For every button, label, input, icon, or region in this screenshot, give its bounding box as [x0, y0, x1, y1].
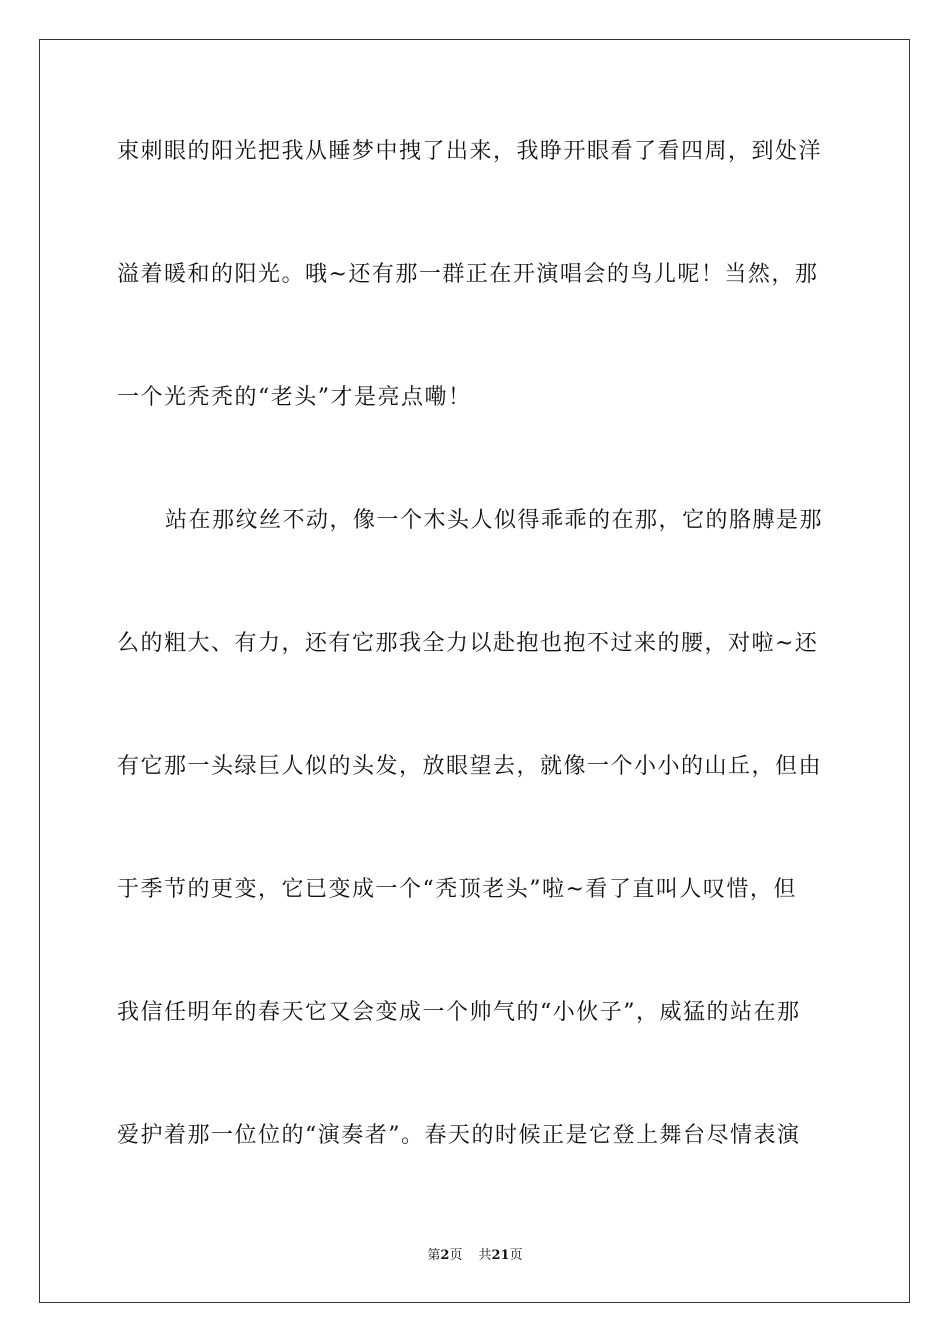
body-line-1: 束刺眼的阳光把我从睡梦中拽了出来，我睁开眼看了看四周，到处洋 [117, 139, 823, 164]
total-pages: 21 [491, 1248, 510, 1263]
body-line-8: 我信任明年的春天它又会变成一个帅气的“小伙子”，威猛的站在那 [117, 1000, 801, 1025]
total-prefix: 共 [478, 1248, 492, 1263]
body-line-3: 一个光秃秃的“老头”才是亮点嘞！ [117, 385, 472, 410]
body-line-2: 溢着暖和的阳光。哦~还有那一群正在开演唱会的鸟儿呢！当然，那 [117, 262, 819, 287]
total-suffix: 页 [509, 1248, 523, 1263]
page-number: 2 [440, 1248, 450, 1263]
body-line-7: 于季节的更变，它已变成一个“秃顶老头”啦~看了直叫人叹惜，但 [117, 877, 797, 902]
page-prefix: 第 [427, 1248, 441, 1263]
body-line-4: 站在那纹丝不动，像一个木头人似得乖乖的在那，它的胳膊是那 [165, 508, 824, 533]
body-line-6: 有它那一头绿巨人似的头发，放眼望去，就像一个小小的山丘，但由 [117, 754, 823, 779]
page-footer [0, 1247, 950, 1265]
page-suffix: 页 [449, 1248, 463, 1263]
body-line-5: 么的粗大、有力，还有它那我全力以赴抱也抱不过来的腰，对啦~还 [117, 631, 819, 656]
page-border [39, 39, 910, 1303]
body-line-9: 爱护着那一位位的“演奏者”。春天的时候正是它登上舞台尽情表演 [117, 1123, 801, 1148]
